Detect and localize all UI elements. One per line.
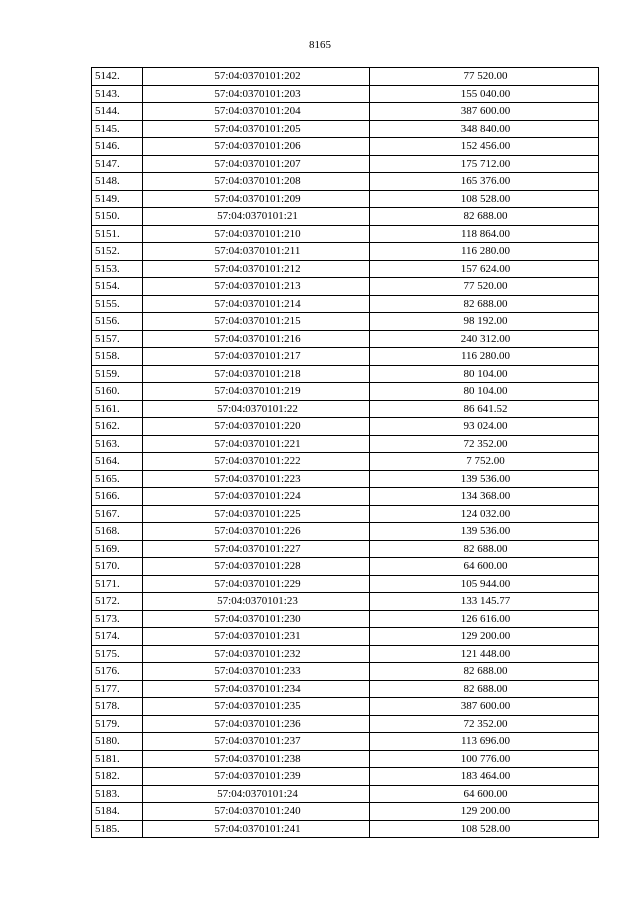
cadastral-number-cell: 57:04:0370101:241 bbox=[143, 820, 370, 838]
table-row bbox=[92, 348, 599, 366]
cadastral-value-cell: 387 600.00 bbox=[370, 103, 599, 121]
cadastral-number-cell: 57:04:0370101:212 bbox=[143, 260, 370, 278]
cadastral-value-cell: 7 752.00 bbox=[370, 453, 599, 471]
cadastral-number-cell: 57:04:0370101:236 bbox=[143, 715, 370, 733]
cadastral-value-cell: 82 688.00 bbox=[370, 208, 599, 226]
row-number-cell: 5149. bbox=[92, 190, 143, 208]
cadastral-number-cell: 57:04:0370101:215 bbox=[143, 313, 370, 331]
row-number-cell: 5185. bbox=[92, 820, 143, 838]
cadastral-value-cell: 108 528.00 bbox=[370, 820, 599, 838]
cadastral-number-cell: 57:04:0370101:213 bbox=[143, 278, 370, 296]
cadastral-number-cell: 57:04:0370101:24 bbox=[143, 785, 370, 803]
row-number-cell: 5157. bbox=[92, 330, 143, 348]
cadastral-value-cell: 105 944.00 bbox=[370, 575, 599, 593]
cadastral-value-cell: 118 864.00 bbox=[370, 225, 599, 243]
cadastral-value-cell: 72 352.00 bbox=[370, 435, 599, 453]
cadastral-value-cell: 134 368.00 bbox=[370, 488, 599, 506]
cadastral-value-cell: 348 840.00 bbox=[370, 120, 599, 138]
cadastral-number-cell: 57:04:0370101:219 bbox=[143, 383, 370, 401]
row-number-cell: 5144. bbox=[92, 103, 143, 121]
cadastral-number-cell: 57:04:0370101:240 bbox=[143, 803, 370, 821]
table-row bbox=[92, 698, 599, 716]
row-number-cell: 5152. bbox=[92, 243, 143, 261]
cadastral-value-table bbox=[91, 67, 599, 838]
cadastral-number-cell: 57:04:0370101:228 bbox=[143, 558, 370, 576]
row-number-cell: 5184. bbox=[92, 803, 143, 821]
row-number-cell: 5181. bbox=[92, 750, 143, 768]
cadastral-value-cell: 165 376.00 bbox=[370, 173, 599, 191]
table-row bbox=[92, 505, 599, 523]
table-row bbox=[92, 733, 599, 751]
table-row bbox=[92, 208, 599, 226]
table-row bbox=[92, 488, 599, 506]
row-number-cell: 5150. bbox=[92, 208, 143, 226]
cadastral-number-cell: 57:04:0370101:226 bbox=[143, 523, 370, 541]
cadastral-value-cell: 126 616.00 bbox=[370, 610, 599, 628]
cadastral-number-cell: 57:04:0370101:203 bbox=[143, 85, 370, 103]
table-row bbox=[92, 418, 599, 436]
row-number-cell: 5179. bbox=[92, 715, 143, 733]
row-number-cell: 5151. bbox=[92, 225, 143, 243]
cadastral-value-cell: 124 032.00 bbox=[370, 505, 599, 523]
cadastral-number-cell: 57:04:0370101:202 bbox=[143, 68, 370, 86]
cadastral-value-cell: 152 456.00 bbox=[370, 138, 599, 156]
table-row bbox=[92, 820, 599, 838]
cadastral-value-cell: 129 200.00 bbox=[370, 628, 599, 646]
cadastral-number-cell: 57:04:0370101:21 bbox=[143, 208, 370, 226]
cadastral-number-cell: 57:04:0370101:22 bbox=[143, 400, 370, 418]
cadastral-number-cell: 57:04:0370101:205 bbox=[143, 120, 370, 138]
table-row bbox=[92, 330, 599, 348]
cadastral-number-cell: 57:04:0370101:216 bbox=[143, 330, 370, 348]
row-number-cell: 5182. bbox=[92, 768, 143, 786]
cadastral-number-cell: 57:04:0370101:214 bbox=[143, 295, 370, 313]
cadastral-value-cell: 387 600.00 bbox=[370, 698, 599, 716]
cadastral-number-cell: 57:04:0370101:217 bbox=[143, 348, 370, 366]
cadastral-number-cell: 57:04:0370101:221 bbox=[143, 435, 370, 453]
row-number-cell: 5163. bbox=[92, 435, 143, 453]
table-row bbox=[92, 663, 599, 681]
cadastral-value-cell: 183 464.00 bbox=[370, 768, 599, 786]
cadastral-value-cell: 108 528.00 bbox=[370, 190, 599, 208]
cadastral-number-cell: 57:04:0370101:231 bbox=[143, 628, 370, 646]
cadastral-number-cell: 57:04:0370101:222 bbox=[143, 453, 370, 471]
cadastral-value-cell: 175 712.00 bbox=[370, 155, 599, 173]
table-row bbox=[92, 313, 599, 331]
cadastral-value-cell: 240 312.00 bbox=[370, 330, 599, 348]
table-row bbox=[92, 540, 599, 558]
row-number-cell: 5164. bbox=[92, 453, 143, 471]
cadastral-number-cell: 57:04:0370101:223 bbox=[143, 470, 370, 488]
row-number-cell: 5142. bbox=[92, 68, 143, 86]
table-row bbox=[92, 120, 599, 138]
cadastral-value-cell: 82 688.00 bbox=[370, 295, 599, 313]
cadastral-value-cell: 77 520.00 bbox=[370, 68, 599, 86]
cadastral-number-cell: 57:04:0370101:227 bbox=[143, 540, 370, 558]
table-row bbox=[92, 190, 599, 208]
row-number-cell: 5159. bbox=[92, 365, 143, 383]
cadastral-value-cell: 72 352.00 bbox=[370, 715, 599, 733]
cadastral-number-cell: 57:04:0370101:229 bbox=[143, 575, 370, 593]
table-row bbox=[92, 260, 599, 278]
cadastral-value-cell: 64 600.00 bbox=[370, 785, 599, 803]
cadastral-value-cell: 82 688.00 bbox=[370, 680, 599, 698]
table-row bbox=[92, 173, 599, 191]
cadastral-number-cell: 57:04:0370101:206 bbox=[143, 138, 370, 156]
cadastral-number-cell: 57:04:0370101:211 bbox=[143, 243, 370, 261]
row-number-cell: 5147. bbox=[92, 155, 143, 173]
table-row bbox=[92, 365, 599, 383]
cadastral-number-cell: 57:04:0370101:220 bbox=[143, 418, 370, 436]
row-number-cell: 5153. bbox=[92, 260, 143, 278]
cadastral-value-cell: 157 624.00 bbox=[370, 260, 599, 278]
cadastral-value-cell: 139 536.00 bbox=[370, 470, 599, 488]
cadastral-number-cell: 57:04:0370101:209 bbox=[143, 190, 370, 208]
row-number-cell: 5174. bbox=[92, 628, 143, 646]
table-row bbox=[92, 750, 599, 768]
table-row bbox=[92, 558, 599, 576]
table-row bbox=[92, 645, 599, 663]
row-number-cell: 5166. bbox=[92, 488, 143, 506]
cadastral-number-cell: 57:04:0370101:237 bbox=[143, 733, 370, 751]
table-row bbox=[92, 295, 599, 313]
table-row bbox=[92, 715, 599, 733]
row-number-cell: 5175. bbox=[92, 645, 143, 663]
cadastral-value-cell: 155 040.00 bbox=[370, 85, 599, 103]
table-row bbox=[92, 610, 599, 628]
cadastral-value-cell: 121 448.00 bbox=[370, 645, 599, 663]
cadastral-value-cell: 116 280.00 bbox=[370, 348, 599, 366]
cadastral-value-cell: 139 536.00 bbox=[370, 523, 599, 541]
cadastral-number-cell: 57:04:0370101:218 bbox=[143, 365, 370, 383]
table-row bbox=[92, 593, 599, 611]
table-row bbox=[92, 243, 599, 261]
cadastral-number-cell: 57:04:0370101:230 bbox=[143, 610, 370, 628]
row-number-cell: 5173. bbox=[92, 610, 143, 628]
row-number-cell: 5171. bbox=[92, 575, 143, 593]
table-row bbox=[92, 103, 599, 121]
row-number-cell: 5165. bbox=[92, 470, 143, 488]
row-number-cell: 5170. bbox=[92, 558, 143, 576]
row-number-cell: 5180. bbox=[92, 733, 143, 751]
table-row bbox=[92, 575, 599, 593]
table-row bbox=[92, 768, 599, 786]
page-number: 8165 bbox=[309, 39, 331, 51]
row-number-cell: 5161. bbox=[92, 400, 143, 418]
cadastral-value-cell: 98 192.00 bbox=[370, 313, 599, 331]
table-row bbox=[92, 680, 599, 698]
cadastral-value-cell: 100 776.00 bbox=[370, 750, 599, 768]
row-number-cell: 5160. bbox=[92, 383, 143, 401]
cadastral-number-cell: 57:04:0370101:233 bbox=[143, 663, 370, 681]
cadastral-number-cell: 57:04:0370101:204 bbox=[143, 103, 370, 121]
cadastral-value-cell: 133 145.77 bbox=[370, 593, 599, 611]
cadastral-value-cell: 80 104.00 bbox=[370, 383, 599, 401]
cadastral-number-cell: 57:04:0370101:224 bbox=[143, 488, 370, 506]
cadastral-number-cell: 57:04:0370101:234 bbox=[143, 680, 370, 698]
row-number-cell: 5143. bbox=[92, 85, 143, 103]
table-row bbox=[92, 85, 599, 103]
table-row bbox=[92, 138, 599, 156]
row-number-cell: 5178. bbox=[92, 698, 143, 716]
row-number-cell: 5154. bbox=[92, 278, 143, 296]
row-number-cell: 5167. bbox=[92, 505, 143, 523]
table-row bbox=[92, 453, 599, 471]
cadastral-value-cell: 64 600.00 bbox=[370, 558, 599, 576]
cadastral-value-cell: 80 104.00 bbox=[370, 365, 599, 383]
table-body bbox=[92, 68, 599, 838]
cadastral-number-cell: 57:04:0370101:207 bbox=[143, 155, 370, 173]
cadastral-number-cell: 57:04:0370101:210 bbox=[143, 225, 370, 243]
table-row bbox=[92, 225, 599, 243]
row-number-cell: 5172. bbox=[92, 593, 143, 611]
table-row bbox=[92, 400, 599, 418]
row-number-cell: 5162. bbox=[92, 418, 143, 436]
table-row bbox=[92, 470, 599, 488]
cadastral-value-cell: 77 520.00 bbox=[370, 278, 599, 296]
cadastral-number-cell: 57:04:0370101:235 bbox=[143, 698, 370, 716]
cadastral-number-cell: 57:04:0370101:23 bbox=[143, 593, 370, 611]
cadastral-value-cell: 82 688.00 bbox=[370, 663, 599, 681]
row-number-cell: 5155. bbox=[92, 295, 143, 313]
cadastral-number-cell: 57:04:0370101:232 bbox=[143, 645, 370, 663]
cadastral-number-cell: 57:04:0370101:225 bbox=[143, 505, 370, 523]
cadastral-value-cell: 129 200.00 bbox=[370, 803, 599, 821]
table-row bbox=[92, 155, 599, 173]
table-row bbox=[92, 435, 599, 453]
cadastral-value-cell: 113 696.00 bbox=[370, 733, 599, 751]
cadastral-number-cell: 57:04:0370101:208 bbox=[143, 173, 370, 191]
table-row bbox=[92, 785, 599, 803]
row-number-cell: 5183. bbox=[92, 785, 143, 803]
row-number-cell: 5148. bbox=[92, 173, 143, 191]
row-number-cell: 5146. bbox=[92, 138, 143, 156]
cadastral-value-cell: 93 024.00 bbox=[370, 418, 599, 436]
row-number-cell: 5168. bbox=[92, 523, 143, 541]
table-row bbox=[92, 803, 599, 821]
cadastral-value-cell: 116 280.00 bbox=[370, 243, 599, 261]
row-number-cell: 5169. bbox=[92, 540, 143, 558]
cadastral-value-cell: 82 688.00 bbox=[370, 540, 599, 558]
row-number-cell: 5177. bbox=[92, 680, 143, 698]
cadastral-number-cell: 57:04:0370101:238 bbox=[143, 750, 370, 768]
table-row bbox=[92, 383, 599, 401]
table-row bbox=[92, 523, 599, 541]
cadastral-number-cell: 57:04:0370101:239 bbox=[143, 768, 370, 786]
table-row bbox=[92, 68, 599, 86]
table-row bbox=[92, 278, 599, 296]
row-number-cell: 5176. bbox=[92, 663, 143, 681]
row-number-cell: 5145. bbox=[92, 120, 143, 138]
row-number-cell: 5158. bbox=[92, 348, 143, 366]
cadastral-value-cell: 86 641.52 bbox=[370, 400, 599, 418]
table-row bbox=[92, 628, 599, 646]
row-number-cell: 5156. bbox=[92, 313, 143, 331]
